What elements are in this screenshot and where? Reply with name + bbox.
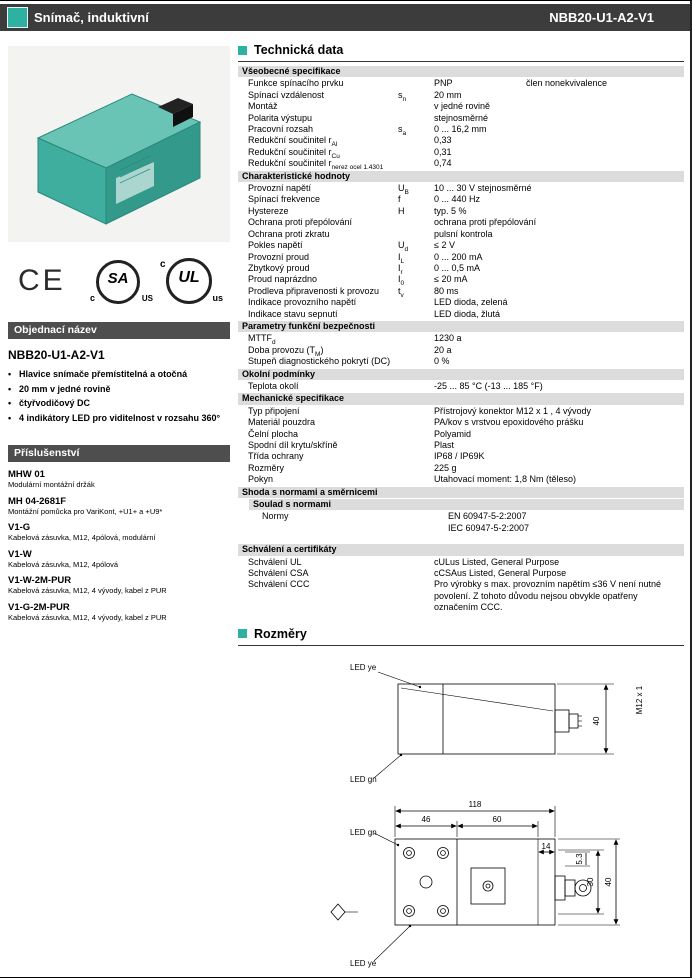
row-label: Polarita výstupu: [248, 112, 313, 123]
product-code-header: NBB20-U1-A2-V1: [549, 10, 654, 25]
accessory-name: V1-G-2M-PUR: [8, 601, 70, 613]
dimension-label: 5.3: [575, 853, 584, 865]
table-row: [238, 406, 684, 417]
row-label: Schválení CSA: [248, 568, 309, 579]
row-value: EN 60947-5-2:2007 IEC 60947-5-2:2007: [448, 511, 530, 533]
table-row: [238, 135, 684, 149]
row-symbol: $U_B$: [398, 183, 409, 196]
row-symbol: $I_r$: [398, 262, 403, 276]
row-value: 225 g: [434, 462, 457, 473]
table-row: [238, 78, 684, 89]
table-row: [238, 356, 684, 367]
tech-table: [238, 66, 684, 614]
table-row: [238, 511, 684, 534]
technical-data-title: Technická data: [238, 43, 684, 62]
row-value: Utahovací moment: 1,8 Nm (těleso): [434, 474, 577, 485]
row-value: ≤ 2 V: [434, 240, 455, 251]
row-label: Charakteristické hodnoty: [242, 170, 351, 181]
dimension-label: 118: [468, 799, 482, 809]
table-row: [238, 309, 684, 320]
feature-list: [8, 369, 230, 424]
row-value: 0 ... 440 Hz: [434, 194, 481, 205]
table-row: [238, 194, 684, 205]
row-label: Doba provozu $(T_M)$: [248, 344, 324, 358]
row-value: IP68 / IP69K: [434, 451, 485, 462]
table-row: [238, 440, 684, 451]
dimension-label: 40: [592, 716, 601, 726]
page-title: Snímač, induktivní: [34, 10, 149, 25]
accessory-desc: Kabelová zásuvka, M12, 4pólová: [8, 559, 119, 569]
row-value: 0,31: [434, 146, 452, 157]
row-label: Schválení CCC: [248, 579, 310, 590]
table-row: [238, 113, 684, 124]
accessory-name: V1-W-2M-PUR: [8, 575, 72, 586]
row-value: stejnosměrné: [434, 112, 489, 123]
row-value: 1230 a: [434, 333, 462, 344]
table-section-header: [238, 393, 684, 404]
row-label: Pracovní rozsah: [248, 124, 314, 135]
table-row: [238, 557, 684, 568]
row-label: Indikace provozního napětí: [248, 297, 357, 308]
bullet-icon: •: [8, 383, 12, 394]
row-label: Mechanické specifikace: [242, 393, 345, 404]
row-value: PNP člen nonekvivalence: [434, 78, 608, 89]
bullet-icon: •: [8, 412, 12, 423]
accessory-list: [8, 469, 230, 622]
row-symbol: $U_d$: [398, 240, 409, 253]
row-value: 0 %: [434, 356, 450, 367]
row-label: Třída ochrany: [248, 451, 304, 462]
ce-mark-icon: CE: [18, 264, 66, 297]
row-value: Přístrojový konektor M12 x 1 , 4 vývody: [434, 405, 592, 416]
row-label: Provozní proud: [248, 251, 310, 262]
row-label: Pokles napětí: [248, 240, 303, 251]
section-square-icon: [238, 629, 247, 638]
feature-item: [8, 398, 230, 410]
row-symbol: f: [398, 194, 401, 205]
accessory-name: V1-G: [8, 522, 31, 533]
section-square-icon: [238, 46, 247, 55]
table-section-header: [238, 66, 684, 77]
feature-text: 20 mm v jedné rovině: [19, 383, 111, 394]
feature-text: čtyřvodičový DC: [19, 398, 91, 408]
row-symbol: $t_v$: [398, 285, 404, 299]
table-row: [238, 579, 684, 613]
row-value: Pro výrobky s max. provozním napětím ≤36 V není nutné povolení. Z tohoto důvodu nejsou obvykle opatřeny označením CCC.: [434, 579, 662, 613]
row-value: 0 ... 0,5 mA: [434, 262, 481, 273]
dimension-label: 14: [541, 841, 551, 851]
accessory-item: [8, 602, 230, 623]
row-label: Teplota okolí: [248, 380, 299, 391]
accessory-desc: Montážní pomůcka pro VariKont, +U1+ a +U9*: [8, 506, 163, 516]
row-value: 10 ... 30 V stejnosměrné: [434, 183, 532, 194]
row-value: 80 ms: [434, 285, 459, 296]
row-value: 0,74: [434, 158, 452, 169]
row-label: Spodní díl krytu/skříně: [248, 440, 338, 450]
accessory-name: MHW 01: [8, 469, 45, 480]
table-row: [238, 183, 684, 194]
bullet-icon: •: [8, 398, 12, 408]
row-value: Polyamid: [434, 428, 472, 439]
row-label: Funkce spínacího prvku: [248, 78, 344, 89]
accessory-name: V1-W: [8, 548, 32, 560]
row-value: ochrana proti přepólování: [434, 217, 537, 228]
table-row: [238, 463, 684, 474]
table-row: [238, 333, 684, 347]
row-symbol: $I_L$: [398, 251, 405, 265]
row-label: Proud naprázdno: [248, 274, 318, 285]
table-row: [238, 429, 684, 440]
top-view-drawing: [331, 800, 620, 968]
row-label: Pokyn: [248, 474, 274, 485]
csa-mark-icon: SA c US: [96, 260, 140, 304]
accessory-desc: Kabelová zásuvka, M12, 4 vývody, kabel z PUR: [8, 586, 167, 595]
row-value: 20 mm: [434, 89, 462, 100]
product-image: [8, 46, 230, 242]
accessory-desc: Kabelová zásuvka, M12, 4 vývody, kabel z PUR: [8, 612, 167, 622]
dimension-drawings: [238, 654, 684, 978]
row-symbol: H: [398, 205, 405, 216]
order-name-title-bar: Objednací název: [8, 322, 230, 339]
row-label: Normy: [262, 511, 289, 522]
row-label: Typ připojení: [248, 405, 300, 416]
table-section-header: [238, 321, 684, 332]
row-symbol: $s_n$: [398, 89, 407, 103]
row-label: Spínací vzdálenost: [248, 89, 325, 100]
row-label: Soulad s normami: [253, 499, 332, 510]
table-row: [238, 297, 684, 308]
table-section-header: [238, 487, 684, 498]
row-label: Ochrana proti zkratu: [248, 228, 330, 239]
feature-text: Hlavice snímače přemístitelná a otočná: [19, 369, 188, 379]
certification-marks: [8, 256, 230, 308]
dimension-label: 30: [586, 877, 595, 887]
row-label: Stupeň diagnostického pokrytí (DC): [248, 356, 391, 367]
table-row: [238, 158, 684, 172]
table-row: [238, 274, 684, 288]
row-label: Prodleva připravenosti k provozu: [248, 285, 380, 296]
row-value: typ. 5 %: [434, 205, 467, 216]
dimension-label: 46: [421, 814, 431, 824]
table-row: [238, 252, 684, 263]
dimension-label: LED ye: [350, 958, 377, 968]
table-row: [238, 286, 684, 297]
row-label: Materiál pouzdra: [248, 417, 316, 428]
dimension-label: LED gn: [350, 774, 377, 784]
dimension-label: M12 x 1: [635, 685, 644, 714]
feature-item: [8, 384, 230, 396]
sensor-illustration: [8, 46, 230, 242]
brand-square-icon: [7, 7, 28, 28]
row-label: $MTTF_d$: [248, 333, 276, 347]
row-symbol: $s_a$: [398, 124, 407, 137]
row-value: 0,33: [434, 135, 452, 146]
row-label: Hystereze: [248, 205, 289, 216]
dimension-label: LED ye: [350, 662, 377, 672]
accessory-desc: Kabelová zásuvka, M12, 4pólová, modulární: [8, 533, 156, 542]
row-value: cCSAus Listed, General Purpose: [434, 568, 567, 579]
accessory-item: [8, 575, 230, 596]
row-value: cULus Listed, General Purpose: [434, 556, 560, 567]
row-label: Parametry funkční bezpečnosti: [242, 320, 376, 331]
row-value: 0 ... 200 mA: [434, 251, 483, 262]
table-row: [238, 217, 684, 228]
accessory-item: [8, 469, 230, 490]
row-value: LED dioda, zelená: [434, 297, 508, 308]
row-label: Čelní plocha: [248, 428, 299, 439]
row-label: Redukční součinitel $r_{Al}$: [248, 135, 338, 149]
row-label: Montáž: [248, 101, 278, 112]
row-note: člen nonekvivalence: [526, 78, 608, 89]
table-row: [238, 240, 684, 251]
row-label: Redukční součinitel $r_{Cu}$: [248, 146, 340, 160]
row-value: 0 ... 16,2 mm: [434, 124, 487, 135]
table-spacer: [238, 534, 684, 543]
cul-us-mark-icon: UL c us: [160, 259, 223, 303]
bullet-icon: •: [8, 369, 12, 379]
accessories-title-bar: Příslušenství: [8, 445, 230, 462]
row-value: -25 ... 85 °C (-13 ... 185 °F): [434, 380, 543, 391]
row-label: Redukční součinitel $r_{nerez ocel 1.4301}$: [248, 158, 384, 172]
table-row: [238, 147, 684, 158]
dimension-label: 60: [492, 814, 502, 824]
order-code: NBB20-U1-A2-V1: [8, 348, 105, 362]
row-label: Všeobecné specifikace: [242, 66, 341, 76]
table-row: [238, 568, 684, 579]
table-row: [238, 345, 684, 356]
row-value: LED dioda, žlutá: [434, 308, 501, 319]
row-value: PA/kov s vrstvou epoxidového prášku: [434, 417, 584, 428]
row-label: Provozní napětí: [248, 183, 312, 194]
row-symbol: $I_0$: [398, 274, 405, 288]
left-column: [8, 43, 230, 628]
row-label: Indikace stavu sepnutí: [248, 308, 338, 319]
accessory-item: [8, 549, 230, 570]
table-row: [238, 124, 684, 135]
table-row: [238, 417, 684, 428]
row-value: ≤ 20 mA: [434, 274, 468, 285]
row-value: v jedné rovině: [434, 101, 491, 112]
table-section-header: [249, 499, 684, 510]
row-label: Shoda s normami a směrnicemi: [242, 486, 378, 497]
dimension-label: 40: [604, 877, 613, 887]
row-label: Spínací frekvence: [248, 194, 321, 205]
row-value: Plast: [434, 440, 455, 450]
row-value: pulsní kontrola: [434, 228, 493, 239]
accessory-desc: Modulární montážní držák: [8, 480, 95, 489]
table-row: [238, 474, 684, 485]
table-section-header: [238, 544, 684, 555]
accessory-item: [8, 522, 230, 543]
feature-text: 4 indikátory LED pro viditelnost v rozsahu 360°: [19, 412, 221, 423]
table-row: [238, 206, 684, 217]
table-row: [238, 263, 684, 274]
accessory-item: [8, 496, 230, 517]
feature-item: [8, 369, 230, 381]
row-value: 20 a: [434, 344, 452, 355]
row-label: Rozměry: [248, 462, 285, 473]
row-label: Ochrana proti přepólování: [248, 217, 353, 228]
dimension-label: LED gn: [350, 827, 377, 837]
dimensions-title: Rozměry: [238, 627, 684, 646]
row-label: Okolní podmínky: [242, 368, 316, 379]
page-header-bar: [0, 4, 690, 31]
table-row: [238, 381, 684, 392]
side-view-drawing: [350, 663, 644, 784]
table-row: [238, 451, 684, 462]
table-row: [238, 229, 684, 240]
table-row: [238, 90, 684, 101]
row-label: Schválení a certifikáty: [242, 544, 337, 555]
row-label: Zbytkový proud: [248, 262, 310, 273]
table-section-header: [238, 171, 684, 182]
table-section-header: [238, 369, 684, 380]
feature-item: [8, 413, 230, 425]
table-row: [238, 101, 684, 112]
right-column: [238, 43, 684, 978]
row-label: Schválení UL: [248, 556, 302, 567]
accessory-name: MH 04-2681F: [8, 495, 67, 507]
